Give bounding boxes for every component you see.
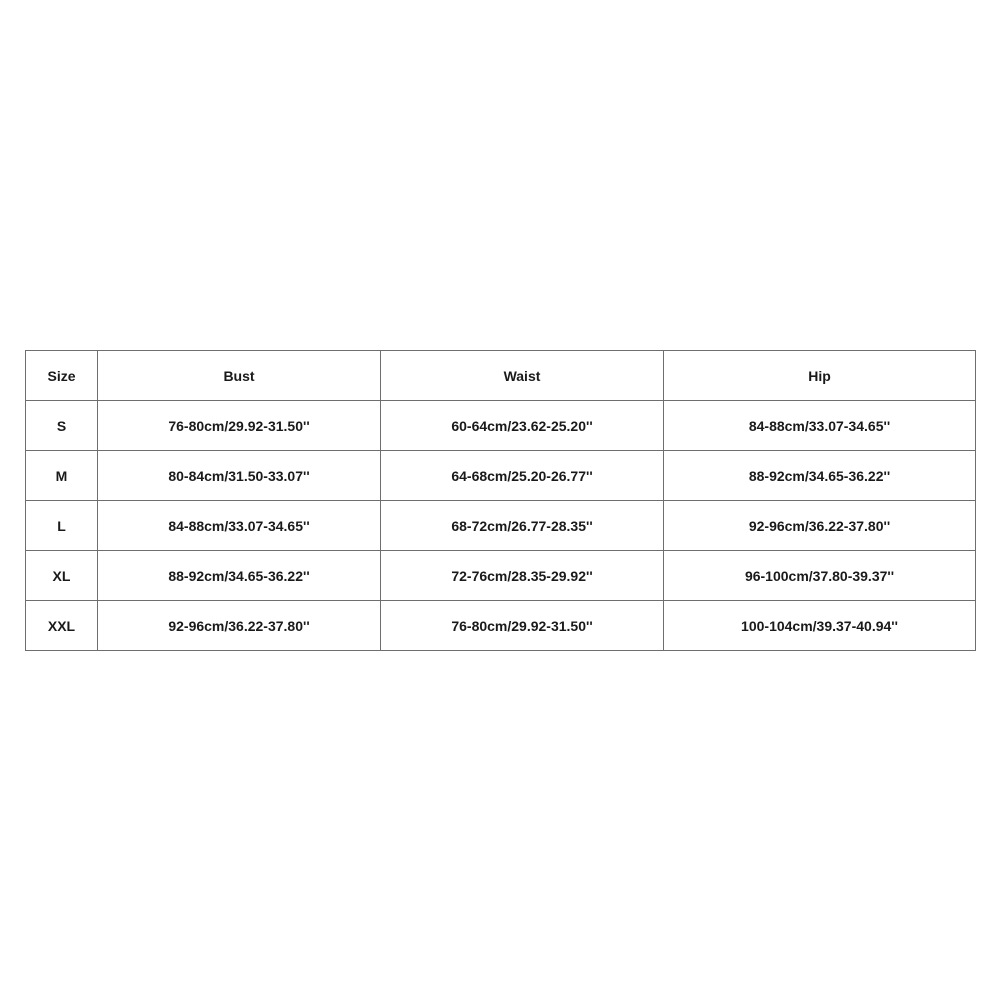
table-row [26, 401, 976, 451]
header-hip: Hip [664, 351, 976, 401]
cell-size: XXL [26, 601, 98, 651]
cell-size: M [26, 451, 98, 501]
cell-size: XL [26, 551, 98, 601]
table-row [26, 501, 976, 551]
cell-bust: 80-84cm/31.50-33.07'' [98, 451, 381, 501]
cell-bust: 92-96cm/36.22-37.80'' [98, 601, 381, 651]
cell-hip: 96-100cm/37.80-39.37'' [664, 551, 976, 601]
cell-waist: 68-72cm/26.77-28.35'' [381, 501, 664, 551]
cell-waist: 72-76cm/28.35-29.92'' [381, 551, 664, 601]
cell-waist: 76-80cm/29.92-31.50'' [381, 601, 664, 651]
table-row [26, 451, 976, 501]
header-size: Size [26, 351, 98, 401]
cell-size: L [26, 501, 98, 551]
cell-waist: 60-64cm/23.62-25.20'' [381, 401, 664, 451]
cell-bust: 84-88cm/33.07-34.65'' [98, 501, 381, 551]
cell-bust: 76-80cm/29.92-31.50'' [98, 401, 381, 451]
cell-size: S [26, 401, 98, 451]
cell-bust: 88-92cm/34.65-36.22'' [98, 551, 381, 601]
table-row [26, 551, 976, 601]
cell-hip: 88-92cm/34.65-36.22'' [664, 451, 976, 501]
cell-hip: 100-104cm/39.37-40.94'' [664, 601, 976, 651]
cell-waist: 64-68cm/25.20-26.77'' [381, 451, 664, 501]
cell-hip: 84-88cm/33.07-34.65'' [664, 401, 976, 451]
table-row [26, 601, 976, 651]
size-chart-table [25, 350, 976, 651]
header-bust: Bust [98, 351, 381, 401]
cell-hip: 92-96cm/36.22-37.80'' [664, 501, 976, 551]
table-header-row [26, 351, 976, 401]
header-waist: Waist [381, 351, 664, 401]
